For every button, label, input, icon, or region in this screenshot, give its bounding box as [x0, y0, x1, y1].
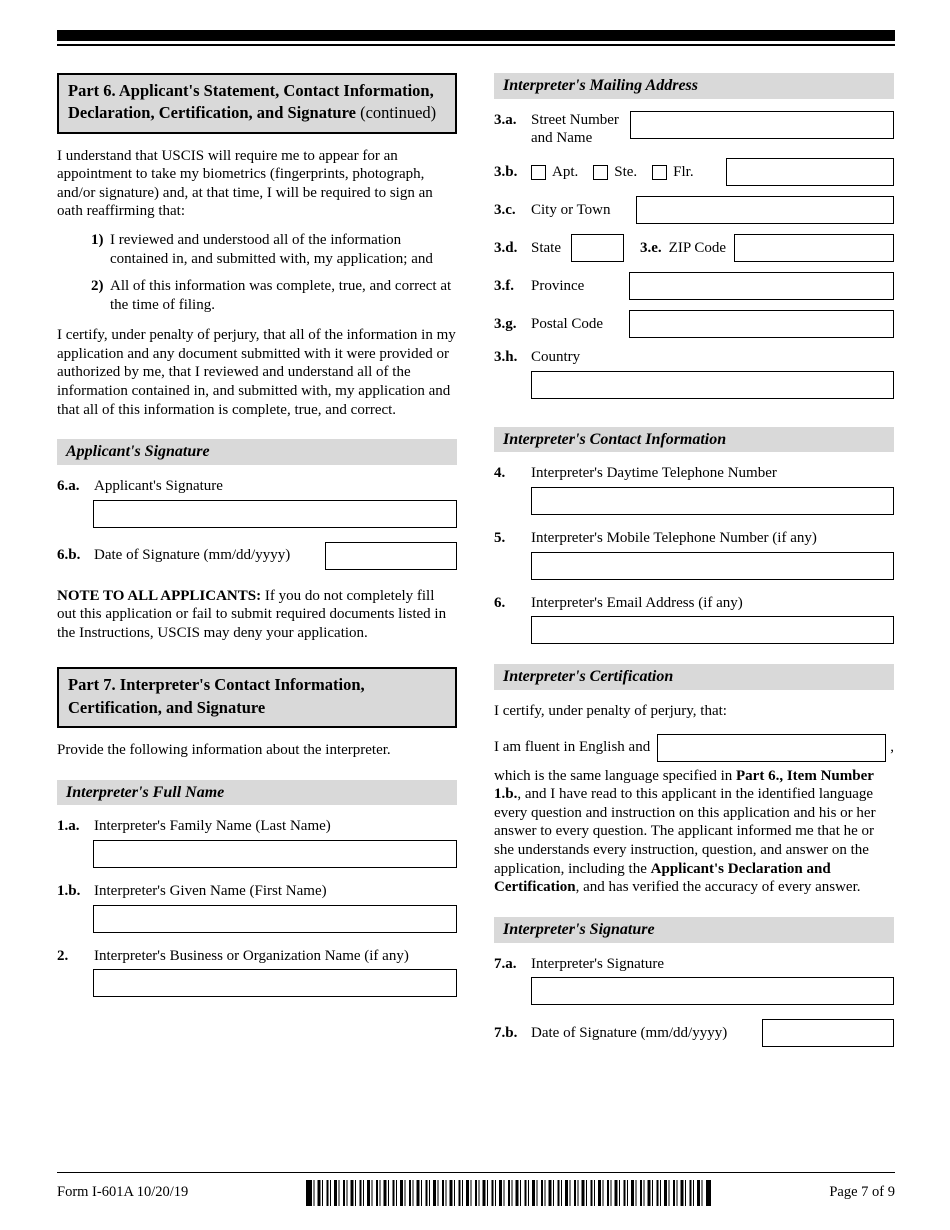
state-input[interactable] — [571, 234, 624, 262]
field-4-label: Interpreter's Daytime Telephone Number — [531, 465, 777, 482]
part6-header — [57, 73, 457, 134]
biometrics-paragraph: I understand that USCIS will require me to appear for an appointment to take my biometrics (fingerprints, photograph, and/or signature) and, at that time, I will be required to sign an oath reaffirming that: — [57, 147, 433, 220]
certification-body — [494, 767, 894, 897]
ste-checkbox[interactable] — [593, 165, 608, 180]
field-3e-number: 3.e. — [640, 239, 662, 256]
part6-title: Part 6. Applicant's Statement, Contact Information, Declaration, Certification, and Signature — [68, 81, 434, 123]
field-6b-label: Date of Signature (mm/dd/yyyy) — [94, 547, 291, 564]
oath-item-2 — [91, 277, 457, 314]
unit-number-input[interactable] — [726, 158, 894, 186]
field-6b-row — [57, 542, 457, 570]
field-3f-label: Province — [531, 277, 585, 294]
note-paragraph — [57, 587, 457, 643]
field-2-number: 2. — [57, 947, 69, 964]
right-column — [494, 73, 894, 1057]
interpreter-mailing-address-header: Interpreter's Mailing Address — [494, 73, 894, 99]
field-3g-number: 3.g. — [494, 315, 517, 332]
field-1a-row — [57, 817, 457, 836]
field-6-number: 6. — [494, 594, 506, 611]
field-3g-row — [494, 310, 894, 338]
field-7b-number: 7.b. — [494, 1024, 518, 1041]
field-5-row — [494, 529, 894, 548]
field-5-label: Interpreter's Mobile Telephone Number (if any) — [531, 530, 817, 547]
field-3f-row — [494, 272, 894, 300]
field-3a-row — [494, 111, 894, 148]
ste-option — [593, 163, 637, 182]
oath-item-1-num: 1) — [91, 231, 104, 248]
field-4-row — [494, 464, 894, 483]
applicant-signature-header: Applicant's Signature — [57, 439, 457, 465]
part7-header — [57, 667, 457, 728]
field-3b-row — [494, 158, 894, 186]
interpreter-family-name-input[interactable] — [93, 840, 457, 868]
country-input[interactable] — [531, 371, 894, 399]
field-7a-row — [494, 955, 894, 974]
barcode-container — [188, 1180, 829, 1206]
form-columns — [57, 73, 895, 1057]
oath-item-2-num: 2) — [91, 278, 104, 295]
flr-option — [652, 163, 693, 182]
interpreter-signature-input[interactable] — [531, 977, 894, 1005]
oath-item-2-text: All of this information was complete, true, and correct at the time of filing. — [110, 278, 452, 313]
applicant-date-of-signature-input[interactable] — [325, 542, 457, 570]
field-1a-number: 1.a. — [57, 818, 80, 835]
part7-intro: Provide the following information about the interpreter. — [57, 741, 391, 758]
fluency-prefix: I am fluent in English and — [494, 739, 651, 756]
province-input[interactable] — [629, 272, 894, 300]
interpreter-date-of-signature-input[interactable] — [762, 1019, 894, 1047]
note-label: NOTE TO ALL APPLICANTS: — [57, 587, 262, 604]
field-7b-label: Date of Signature (mm/dd/yyyy) — [531, 1024, 728, 1041]
field-1b-row — [57, 882, 457, 901]
cert-body-s5: , and has verified the accuracy of every answer. — [575, 879, 861, 896]
oath-item-1-text: I reviewed and understood all of the information contained in, and submitted with, my application; and — [110, 231, 433, 267]
email-address-input[interactable] — [531, 616, 894, 644]
mobile-telephone-input[interactable] — [531, 552, 894, 580]
field-6-row — [494, 594, 894, 613]
language-input[interactable] — [657, 734, 886, 762]
interpreter-full-name-header: Interpreter's Full Name — [57, 780, 457, 806]
field-1b-label: Interpreter's Given Name (First Name) — [94, 883, 327, 899]
page-number: Page 7 of 9 — [829, 1184, 895, 1201]
field-3g-label: Postal Code — [531, 315, 604, 332]
field-3b-number: 3.b. — [494, 163, 518, 180]
apt-option — [531, 163, 578, 182]
interpreter-business-name-input[interactable] — [93, 969, 457, 997]
daytime-telephone-input[interactable] — [531, 487, 894, 515]
fluency-comma: , — [890, 739, 894, 756]
cert-body-s1: which is the same language specified in — [494, 767, 737, 784]
top-rule-thick — [57, 30, 895, 41]
barcode — [306, 1180, 711, 1206]
field-3a-number: 3.a. — [494, 111, 517, 128]
oath-item-1 — [91, 231, 457, 268]
field-1a-label: Interpreter's Family Name (Last Name) — [94, 818, 331, 835]
city-or-town-input[interactable] — [636, 196, 894, 224]
flr-checkbox[interactable] — [652, 165, 667, 180]
field-3h-label: Country — [531, 349, 581, 366]
zip-code-input[interactable] — [734, 234, 894, 262]
field-7a-label: Interpreter's Signature — [531, 955, 665, 972]
left-column — [57, 73, 457, 1057]
field-6b-number: 6.b. — [57, 547, 81, 564]
part6-continued: (continued) — [355, 103, 437, 123]
field-6a-row — [57, 477, 457, 496]
field-3c-row — [494, 196, 894, 224]
field-3d-label: State — [531, 239, 561, 256]
field-3d-3e-row — [494, 234, 894, 262]
field-7b-row — [494, 1019, 894, 1047]
field-3d-number: 3.d. — [494, 239, 518, 256]
field-3h-row — [494, 348, 894, 367]
note-text: If you do not completely fill out this application or fail to submit required documents listed in the Instructions, USCIS may deny your application. — [57, 587, 447, 641]
applicant-signature-input[interactable] — [93, 500, 457, 528]
cert-body-s3: , and I have read to this applicant in the identified language every question and instruction on this application and his or her answer to every question. The applicant informed me that he or she understands every instruction, question, and answer on the application, including the — [494, 786, 876, 877]
field-2-label: Interpreter's Business or Organization Name (if any) — [94, 947, 409, 964]
field-3f-number: 3.f. — [494, 277, 514, 294]
field-6-label: Interpreter's Email Address (if any) — [531, 594, 743, 611]
field-3c-number: 3.c. — [494, 201, 516, 218]
interpreter-signature-header: Interpreter's Signature — [494, 917, 894, 943]
field-3c-label: City or Town — [531, 201, 611, 218]
field-6a-label: Applicant's Signature — [94, 478, 223, 495]
field-7a-number: 7.a. — [494, 955, 517, 972]
field-6a-number: 6.a. — [57, 478, 80, 495]
postal-code-input[interactable] — [629, 310, 894, 338]
part7-title: Part 7. Interpreter's Contact Information, Certification, and Signature — [68, 675, 365, 717]
apt-checkbox[interactable] — [531, 165, 546, 180]
ste-label: Ste. — [614, 163, 638, 180]
cert-body-s4: Applicant's Declaration and Certification — [494, 860, 831, 896]
flr-label: Flr. — [673, 163, 694, 180]
field-3a-label: Street Number and Name — [531, 111, 619, 147]
field-1b-number: 1.b. — [57, 883, 81, 899]
fluency-row — [494, 734, 894, 762]
field-3h-number: 3.h. — [494, 349, 518, 366]
interpreter-certification-header: Interpreter's Certification — [494, 664, 894, 690]
field-4-number: 4. — [494, 465, 506, 482]
perjury-paragraph: I certify, under penalty of perjury, that all of the information in my application and any document submitted with it were provided or authorized by me, that I reviewed and understand all of the information contained in, and submitted with, my application and that all of this information is complete, true, and correct. — [57, 327, 456, 418]
certification-intro: I certify, under penalty of perjury, that: — [494, 703, 727, 720]
field-2-row — [57, 947, 457, 966]
field-5-number: 5. — [494, 530, 506, 547]
interpreter-contact-info-header: Interpreter's Contact Information — [494, 427, 894, 453]
form-number: Form I-601A 10/20/19 — [57, 1184, 189, 1201]
street-number-name-input[interactable] — [630, 111, 894, 139]
cert-body-s2: Part 6., Item Number 1.b. — [494, 767, 874, 803]
field-3e-label: ZIP Code — [668, 239, 727, 256]
interpreter-given-name-input[interactable] — [93, 905, 457, 933]
top-rule-thin — [57, 44, 895, 46]
page-footer — [57, 1172, 895, 1206]
apt-label: Apt. — [552, 163, 579, 180]
